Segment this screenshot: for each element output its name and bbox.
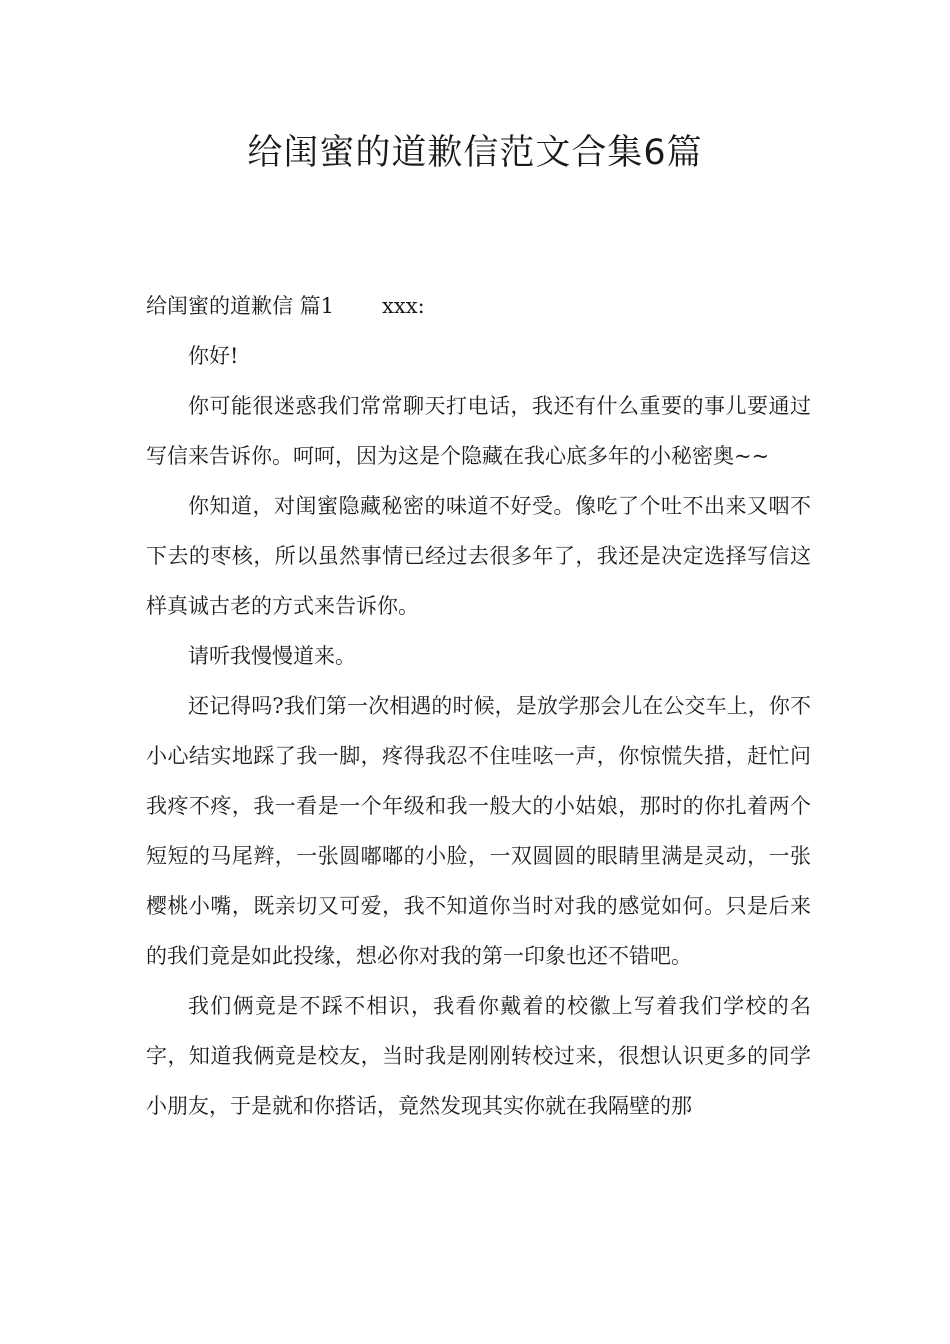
- document-title: 给闺蜜的道歉信范文合集6篇: [247, 133, 703, 173]
- paragraph: 你知道，对闺蜜隐藏秘密的味道不好受。像吃了个吐不出来又咽不下去的枣核，所以虽然事情已经过去很多年了，我还是决定选择写信这样真诚古老的方式来告诉你。: [146, 494, 811, 618]
- section-heading-line: [146, 281, 811, 331]
- paragraph: 请听我慢慢道来。: [188, 644, 356, 668]
- salutation: xxx:: [382, 294, 425, 318]
- paragraph: 你可能很迷惑我们常常聊天打电话，我还有什么重要的事儿要通过写信来告诉你。呵呵，因为这是个隐藏在我心底多年的小秘密奥~~: [146, 394, 811, 468]
- paragraph: 还记得吗?我们第一次相遇的时候，是放学那会儿在公交车上，你不小心结实地踩了我一脚，疼得我忍不住哇呟一声，你惊慌失措，赶忙问我疼不疼，我一看是一个年级和我一般大的小姑娘，那时的你扎着两个短短的马尾辫，一张圆嘟嘟的小脸，一双圆圆的眼睛里满是灵动，一张樱桃小嘴，既亲切又可爱，我不知道你当时对我的感觉如何。只是后来的我们竟是如此投缘，想必你对我的第一印象也还不错吧。: [146, 694, 811, 968]
- section-heading: 给闺蜜的道歉信 篇1: [146, 294, 335, 318]
- paragraph: 你好!: [188, 344, 239, 368]
- paragraph: 我们俩竟是不踩不相识，我看你戴着的校徽上写着我们学校的名字，知道我俩竟是校友，当时我是刚刚转校过来，很想认识更多的同学小朋友，于是就和你搭话，竟然发现其实你就在我隔壁的那: [146, 994, 811, 1118]
- document-body: [146, 281, 811, 1131]
